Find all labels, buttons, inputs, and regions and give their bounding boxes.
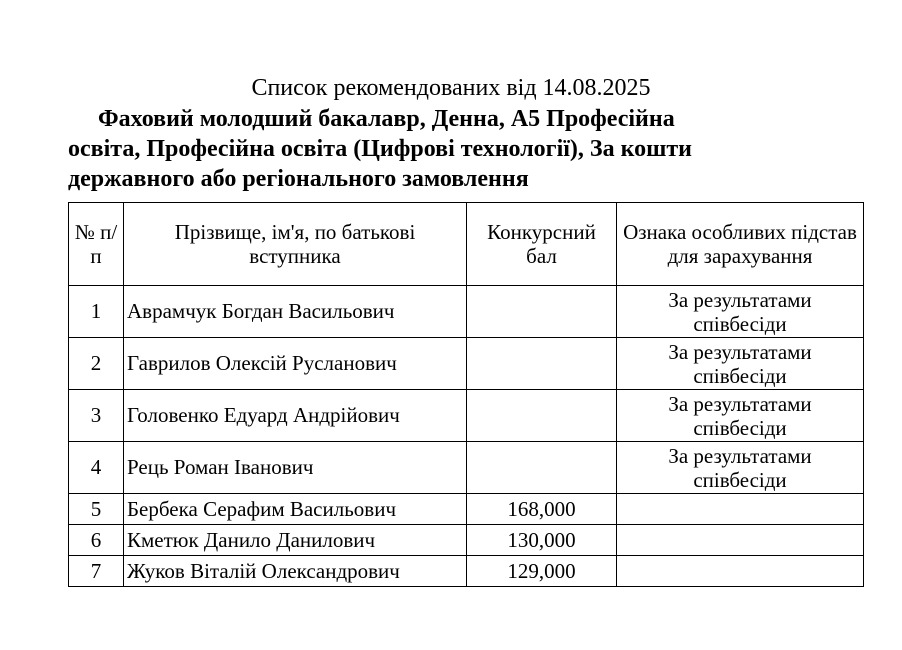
- row-name: Бербека Серафим Васильович: [124, 494, 467, 525]
- row-note: За результатами співбесіди: [617, 286, 864, 338]
- row-score: 130,000: [467, 525, 617, 556]
- row-score: [467, 442, 617, 494]
- row-score: [467, 338, 617, 390]
- header-score: Конкурсний бал: [467, 203, 617, 286]
- row-num: 5: [69, 494, 124, 525]
- row-note: За результатами співбесіди: [617, 338, 864, 390]
- row-note: [617, 525, 864, 556]
- row-name: Кметюк Данило Данилович: [124, 525, 467, 556]
- header-note: Ознака особливих підстав для зарахування: [617, 203, 864, 286]
- table-row: [69, 494, 864, 525]
- row-name: Аврамчук Богдан Васильович: [124, 286, 467, 338]
- row-score: [467, 390, 617, 442]
- row-num: 7: [69, 556, 124, 587]
- page-title: Список рекомендованих від 14.08.2025: [251, 75, 651, 101]
- header-name: Прізвище, ім'я, по батькові вступника: [124, 203, 467, 286]
- table-row: [69, 390, 864, 442]
- row-score: 168,000: [467, 494, 617, 525]
- row-note: За результатами співбесіди: [617, 390, 864, 442]
- table-row: [69, 338, 864, 390]
- table-row: [69, 556, 864, 587]
- subtitle-line-2: освіта, Професійна освіта (Цифрові технології), За кошти: [68, 136, 692, 162]
- table-row: [69, 442, 864, 494]
- row-note: За результатами співбесіди: [617, 442, 864, 494]
- row-score: [467, 286, 617, 338]
- row-name: Головенко Едуард Андрійович: [124, 390, 467, 442]
- row-num: 6: [69, 525, 124, 556]
- header-num: № п/п: [69, 203, 124, 286]
- row-num: 4: [69, 442, 124, 494]
- row-score: 129,000: [467, 556, 617, 587]
- row-name: Рець Роман Іванович: [124, 442, 467, 494]
- row-name: Гаврилов Олексій Русланович: [124, 338, 467, 390]
- list-subtitle: [68, 104, 858, 194]
- row-note: [617, 494, 864, 525]
- table-row: [69, 286, 864, 338]
- row-note: [617, 556, 864, 587]
- subtitle-line-3: державного або регіонального замовлення: [68, 166, 529, 192]
- table-header-row: [69, 203, 864, 286]
- row-name: Жуков Віталій Олександрович: [124, 556, 467, 587]
- row-num: 1: [69, 286, 124, 338]
- results-table: [68, 202, 864, 587]
- row-num: 3: [69, 390, 124, 442]
- row-num: 2: [69, 338, 124, 390]
- table-row: [69, 525, 864, 556]
- subtitle-line-1: Фаховий молодший бакалавр, Денна, А5 Професійна: [98, 106, 675, 132]
